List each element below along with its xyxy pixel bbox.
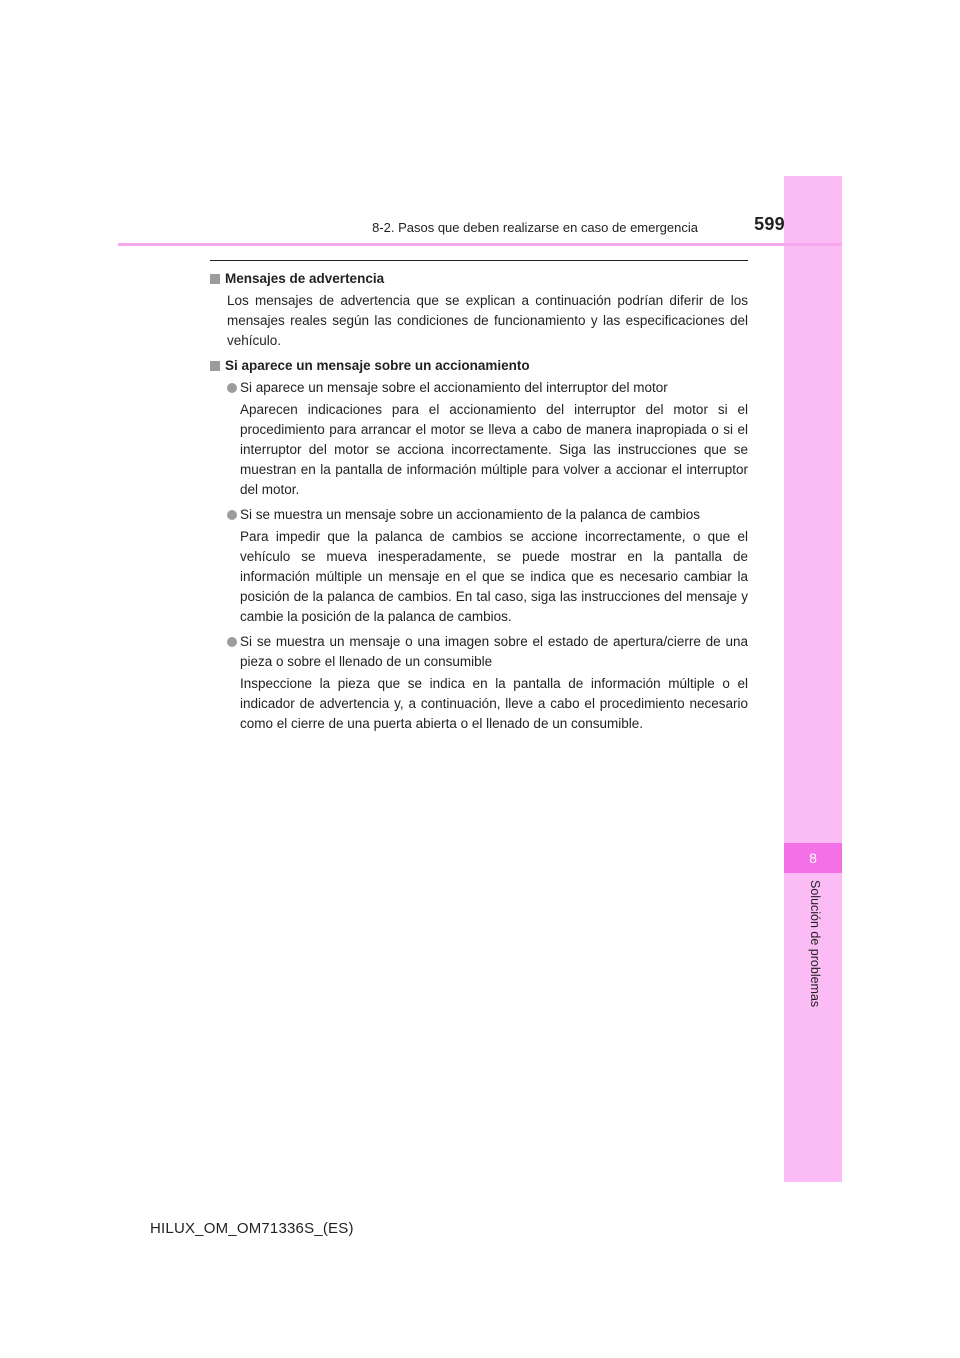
- section-heading-text: Mensajes de advertencia: [225, 271, 385, 286]
- chapter-side-tab: [784, 176, 842, 1182]
- section-heading: [210, 269, 748, 289]
- circle-bullet-icon: [227, 510, 237, 520]
- square-bullet-icon: [210, 361, 220, 371]
- page-content: [210, 269, 748, 736]
- section-heading: [210, 356, 748, 376]
- content-divider: [210, 260, 748, 261]
- bullet-paragraph: Aparecen indicaciones para el accionamiento del interruptor del motor si el procedimiento para arrancar el motor se lleva a cabo de manera inapropiada o si el interruptor del motor se acciona incorrectamente. Siga las instrucciones que se muestran en la pantalla de información múltiple para volver a accionar el interruptor del motor.: [240, 402, 748, 497]
- bullet-item: [210, 505, 748, 525]
- section-title: 8-2. Pasos que deben realizarse en caso de emergencia: [372, 220, 698, 235]
- header-rule: [118, 243, 842, 246]
- bullet-paragraph: Inspeccione la pieza que se indica en la pantalla de información múltiple o el indicador de advertencia y, a continuación, lleve a cabo el procedimiento necesario como el cierre de una puerta abierta o el llenado de un consumible.: [240, 676, 748, 731]
- page-number: 599: [754, 214, 785, 234]
- bullet-title: Si se muestra un mensaje o una imagen sobre el estado de apertura/cierre de una pieza o sobre el llenado de un consumible: [240, 634, 748, 669]
- chapter-label: Solución de problemas: [808, 880, 822, 1008]
- bullet-paragraph: Para impedir que la palanca de cambios se accione incorrectamente, o que el vehículo se mueva inesperadamente, se puede mostrar en la pantalla de información múltiple un mensaje en el que se indica que es necesario cambiar la posición de la palanca de cambios. En tal caso, siga las instrucciones del mensaje y cambie la posición de la palanca de cambios.: [240, 529, 748, 624]
- square-bullet-icon: [210, 274, 220, 284]
- circle-bullet-icon: [227, 637, 237, 647]
- document-code: HILUX_OM_OM71336S_(ES): [150, 1220, 354, 1237]
- section-paragraph: Los mensajes de advertencia que se explican a continuación podrían diferir de los mensajes reales según las condiciones de funcionamiento y las especificaciones del vehículo.: [227, 293, 748, 348]
- chapter-number: 8: [809, 850, 817, 866]
- bullet-title: Si aparece un mensaje sobre el accionamiento del interruptor del motor: [240, 380, 668, 395]
- bullet-item: [210, 632, 748, 672]
- bullet-title: Si se muestra un mensaje sobre un accionamiento de la palanca de cambios: [240, 507, 701, 522]
- section-heading-text: Si aparece un mensaje sobre un accionamiento: [225, 358, 530, 373]
- bullet-item: [210, 378, 748, 398]
- circle-bullet-icon: [227, 383, 237, 393]
